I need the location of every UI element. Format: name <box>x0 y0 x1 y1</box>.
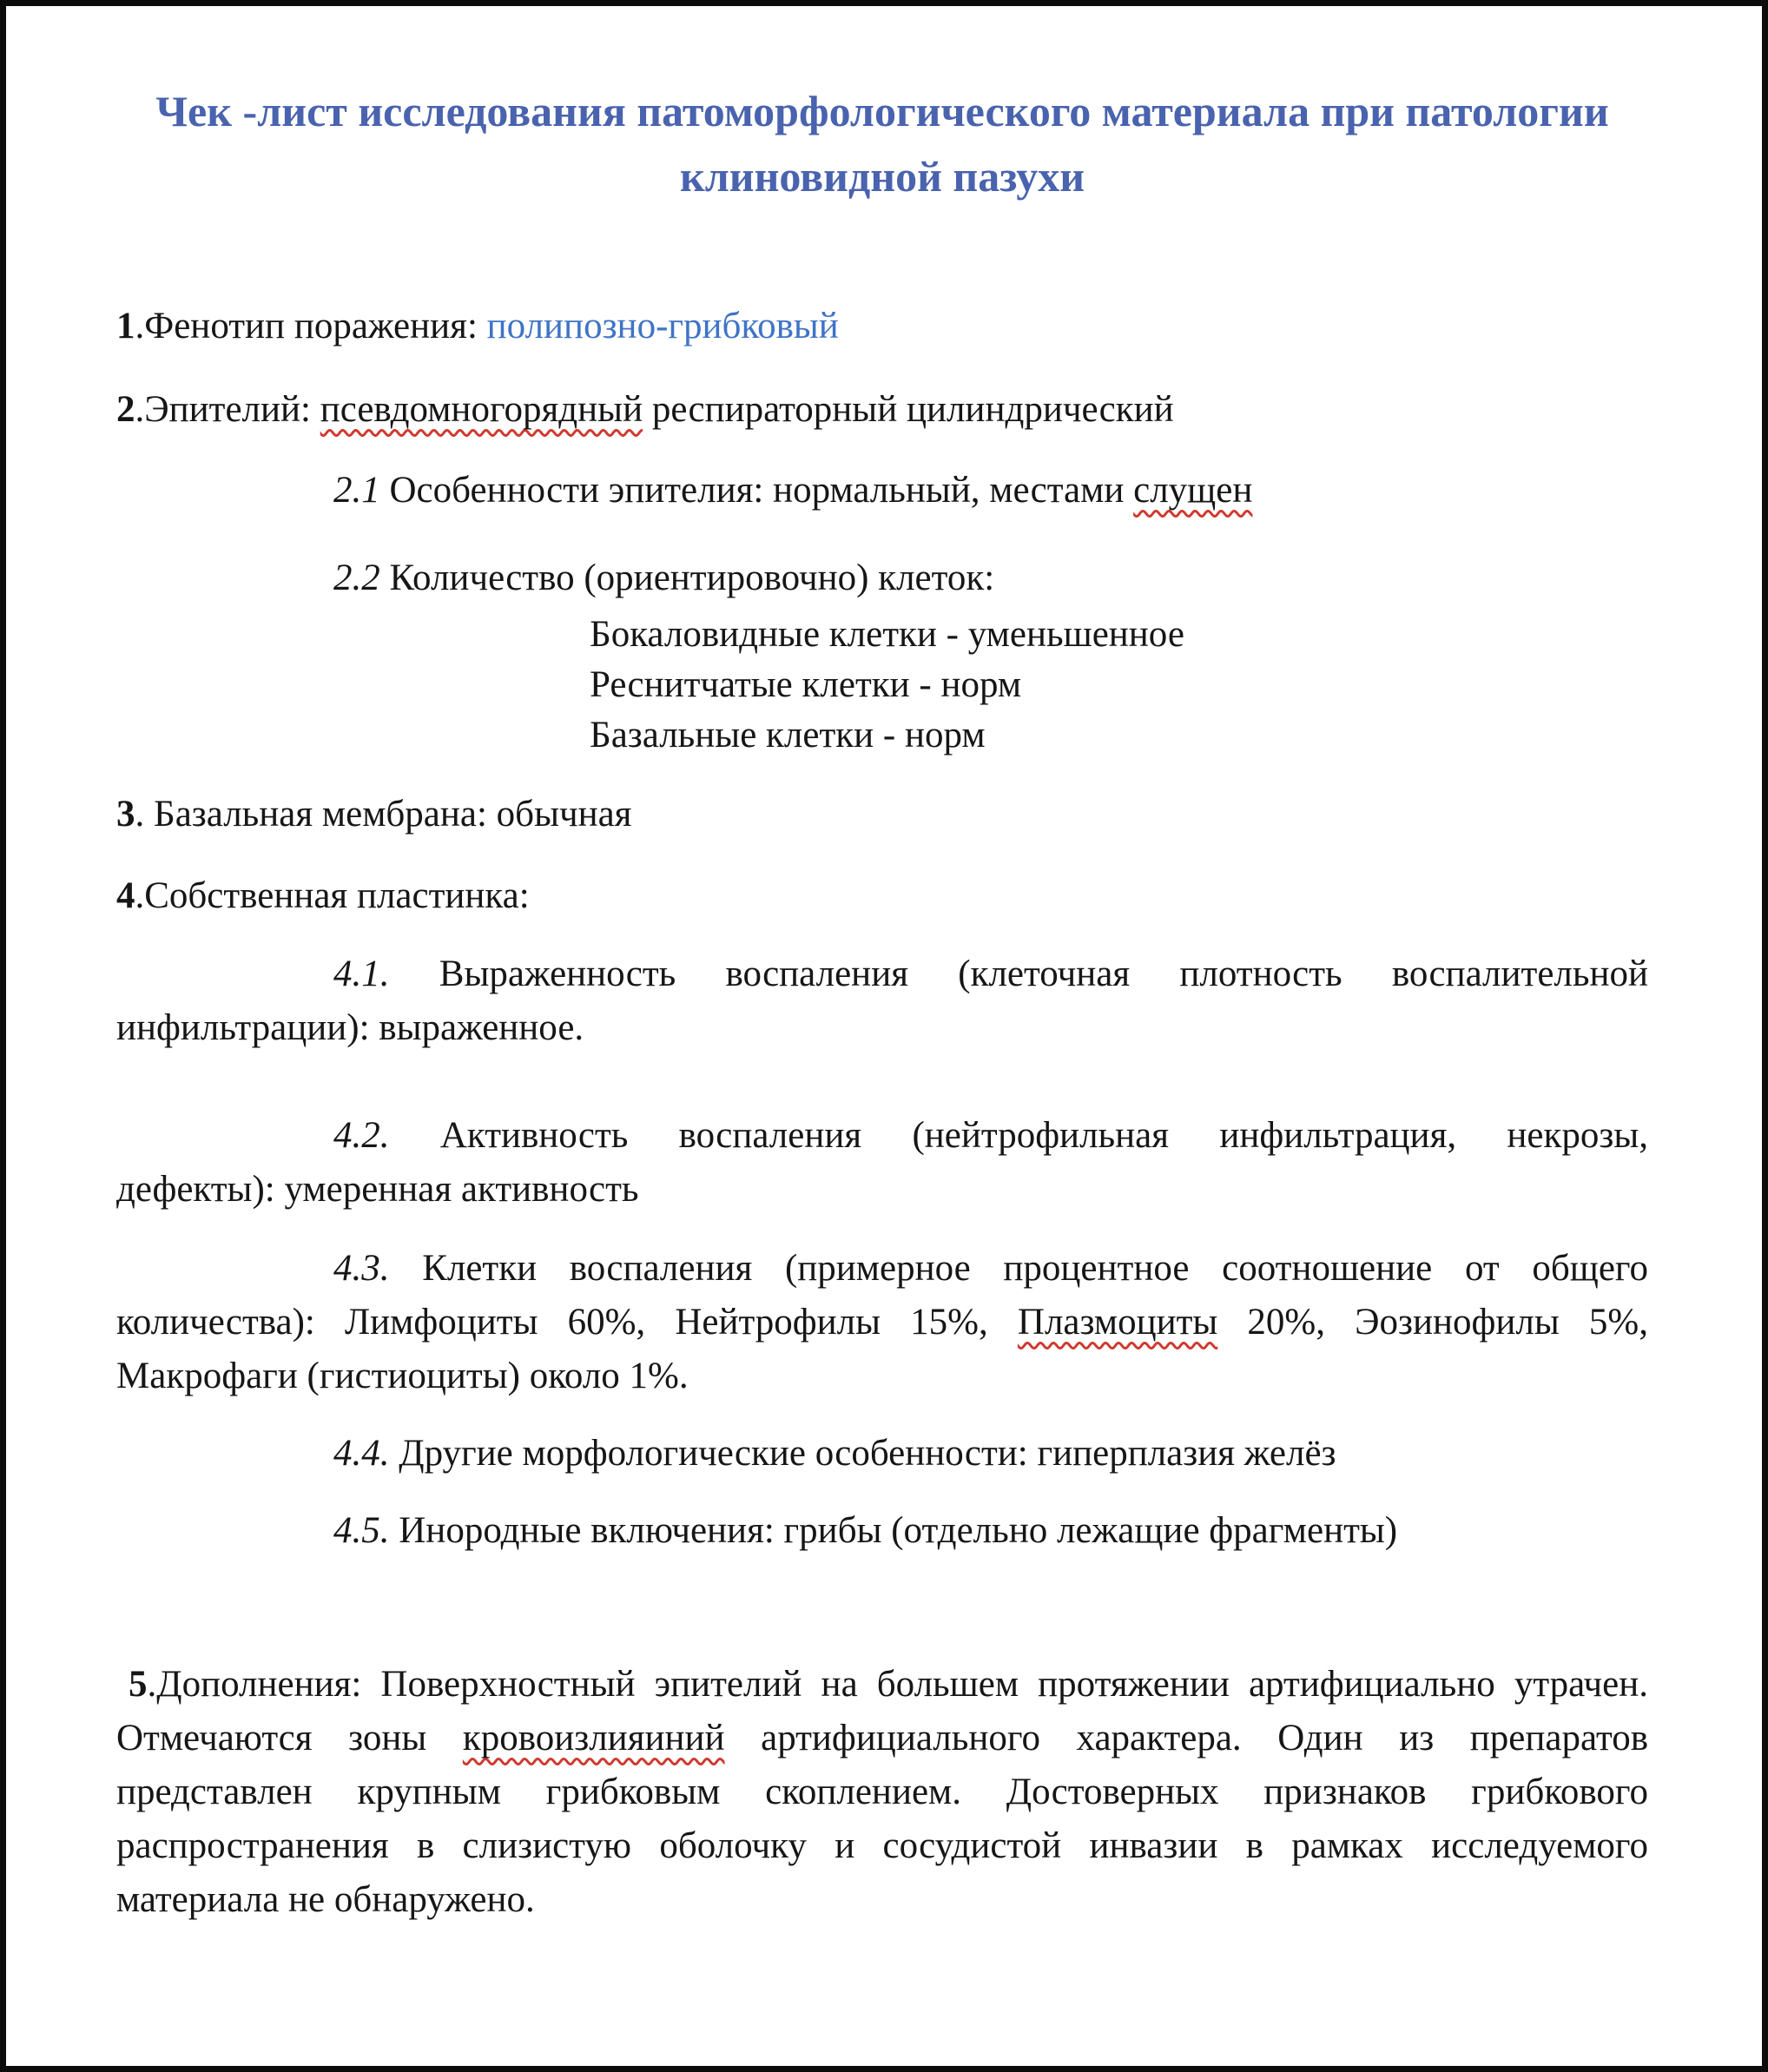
document-content <box>6 6 1762 2066</box>
misspelled-word: псевдомногорядный <box>320 389 643 430</box>
list-item-goblet-cells: Бокаловидные клетки - уменьшенное <box>590 614 1184 655</box>
item-4-3-number: 4.3. <box>333 1248 390 1289</box>
misspelled-word: слущен <box>1133 470 1253 511</box>
item-5-number: 5 <box>129 1664 148 1705</box>
misspelled-word: кровоизлияиний <box>462 1718 725 1759</box>
cell-count-list <box>116 610 1648 761</box>
item-2-epithelium <box>116 385 1648 435</box>
list-item-ciliated-cells: Реснитчатые клетки - норм <box>590 664 1022 705</box>
item-4-number: 4 <box>116 875 135 916</box>
para-4-2-line-1 <box>116 1109 1648 1163</box>
item-4-4-label: Другие морфологические особенности: гиперплазия желёз <box>389 1433 1336 1474</box>
para-5-line-2b: артифициального характера. Один из препаратов <box>724 1718 1648 1759</box>
para-4-3-line-2a: количества): Лимфоциты 60%, Нейтрофилы 15%, <box>116 1302 1018 1343</box>
para-4-3-line-2 <box>116 1296 1648 1349</box>
item-3-label: . Базальная мембрана: обычная <box>135 794 632 835</box>
item-4-5-number: 4.5. <box>333 1510 390 1551</box>
item-4-2-number: 4.2. <box>333 1115 390 1156</box>
item-2-label: .Эпителий: <box>135 389 320 430</box>
para-4-3-line-2b: 20%, Эозинофилы 5%, <box>1217 1302 1648 1343</box>
item-4-label: .Собственная пластинка: <box>135 875 530 916</box>
para-4-1-inflammation-severity <box>116 947 1648 1055</box>
document-title: Чек -лист исследования патоморфологического материала при патологии клиновидной пазухи <box>155 87 1609 201</box>
para-5-line-2 <box>116 1712 1648 1765</box>
item-2-2-label: Количество (ориентировочно) клеток: <box>379 558 995 598</box>
item-3-number: 3 <box>116 794 135 835</box>
misspelled-word: Плазмоциты <box>1017 1302 1218 1343</box>
item-3-basement-membrane <box>116 789 1648 840</box>
item-2-1-label: Особенности эпителия: нормальный, местами <box>379 470 1134 511</box>
para-4-3-text: Клетки воспаления (примерное процентное соотношение от общего <box>422 1248 1648 1289</box>
para-4-2-line-2: дефекты): умеренная активность <box>116 1169 639 1210</box>
para-5-additions <box>116 1658 1648 1927</box>
para-4-3-line-3: Макрофаги (гистиоциты) около 1%. <box>116 1356 689 1396</box>
item-2-1-epithelium-features <box>116 465 1648 516</box>
para-4-2-inflammation-activity <box>116 1109 1648 1217</box>
item-1-number: 1 <box>116 306 135 346</box>
para-5-line-1 <box>116 1658 1648 1712</box>
para-4-1-line-1 <box>116 947 1648 1001</box>
phenotype-value: полипозно-грибковый <box>486 306 839 346</box>
item-4-4-other-features <box>116 1429 1648 1479</box>
item-4-5-foreign-inclusions <box>116 1506 1648 1556</box>
item-2-2-number: 2.2 <box>333 558 380 598</box>
para-4-3-inflammation-cells <box>116 1242 1648 1403</box>
para-5-line-3: представлен крупным грибковым скоплением. Достоверных признаков грибкового <box>116 1772 1648 1812</box>
para-4-3-line-1 <box>116 1242 1648 1296</box>
para-4-1-text: Выраженность воспаления (клеточная плотность воспалительной <box>439 954 1648 994</box>
item-4-4-number: 4.4. <box>333 1433 390 1474</box>
item-1-label: .Фенотип поражения: <box>135 306 487 346</box>
para-5-line-5: материала не обнаружено. <box>116 1879 535 1920</box>
item-2-1-number: 2.1 <box>333 470 380 511</box>
list-item-basal-cells: Базальные клетки - норм <box>590 715 986 756</box>
item-4-lamina-propria <box>116 871 1648 921</box>
item-4-5-label: Инородные включения: грибы (отдельно лежащие фрагменты) <box>389 1510 1398 1551</box>
item-2-number: 2 <box>116 389 135 430</box>
para-4-2-text: Активность воспаления (нейтрофильная инфильтрация, некрозы, <box>439 1115 1649 1156</box>
item-2-rest: респираторный цилиндрический <box>643 389 1174 430</box>
para-5-line-2a: Отмечаются зоны <box>116 1718 463 1759</box>
item-2-2-cell-count <box>116 553 1648 604</box>
para-5-text: .Дополнения: Поверхностный эпителий на большем протяжении артифициально утрачен. <box>147 1664 1648 1705</box>
para-5-line-4: распространения в слизистую оболочку и сосудистой инвазии в рамках исследуемого <box>116 1825 1648 1866</box>
item-1-phenotype <box>116 301 1648 352</box>
item-4-1-number: 4.1. <box>333 954 390 994</box>
para-4-1-line-2: инфильтрации): выраженное. <box>116 1007 584 1048</box>
